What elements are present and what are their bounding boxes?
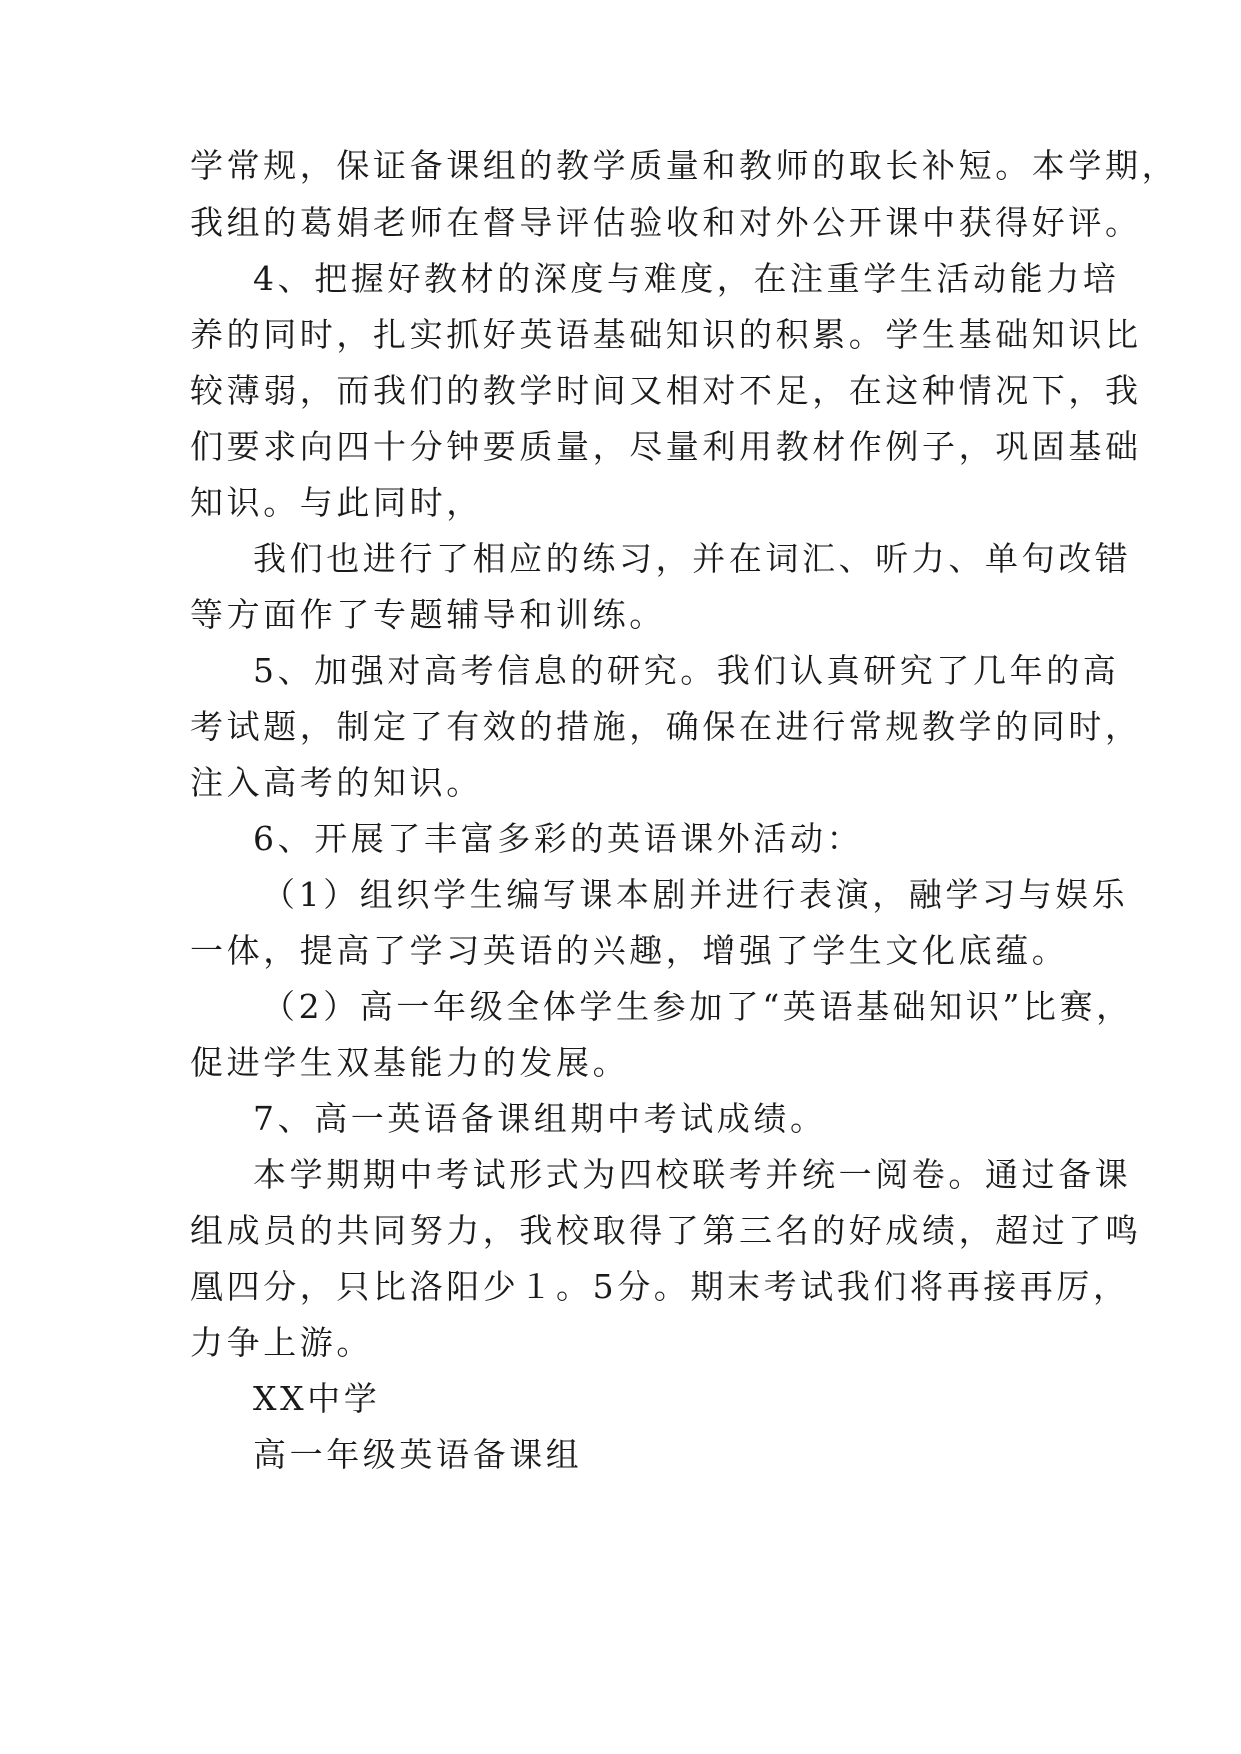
text-line: 学常规，保证备课组的教学质量和教师的取长补短。本学期， [190,146,1179,185]
text-line: 一体，提高了学习英语的兴趣，增强了学生文化底蕴。 [190,931,1069,970]
text-line: 等方面作了专题辅导和训练。 [190,595,666,634]
paragraph-4-start: 4、把握好教材的深度与难度，在注重学生活动能力培 [253,259,1120,298]
text-line: 我组的葛娟老师在督导评估验收和对外公开课中获得好评。 [190,203,1142,242]
text-line: 们要求向四十分钟要质量，尽量利用教材作例子，巩固基础 [190,427,1142,466]
text-line: 组成员的共同努力，我校取得了第三名的好成绩，超过了鸣 [190,1211,1142,1250]
group-signature: 高一年级英语备课组 [253,1435,583,1474]
text-line: 凰四分，只比洛阳少１。5分。期末考试我们将再接再厉， [190,1267,1130,1306]
text-line: 力争上游。 [190,1323,373,1362]
text-line: 促进学生双基能力的发展。 [190,1043,630,1082]
paragraph-start: 我们也进行了相应的练习，并在词汇、听力、单句改错 [253,539,1132,578]
paragraph-5-start: 5、加强对高考信息的研究。我们认真研究了几年的高 [253,651,1120,690]
school-signature: XX中学 [253,1379,381,1418]
text-line: 较薄弱，而我们的教学时间又相对不足，在这种情况下，我 [190,371,1142,410]
sub-item-2-start: （2）高一年级全体学生参加了“英语基础知识”比赛， [262,987,1133,1026]
text-line: 考试题，制定了有效的措施，确保在进行常规教学的同时， [190,707,1142,746]
paragraph-start: 本学期期中考试形式为四校联考并统一阅卷。通过备课 [253,1155,1132,1194]
text-line: 注入高考的知识。 [190,763,483,802]
paragraph-6-heading: 6、开展了丰富多彩的英语课外活动： [253,819,864,858]
text-line: 养的同时，扎实抓好英语基础知识的积累。学生基础知识比 [190,315,1142,354]
text-line: 知识。与此同时， [190,483,483,522]
sub-item-1-start: （1）组织学生编写课本剧并进行表演，融学习与娱乐 [262,875,1129,914]
paragraph-7-heading: 7、高一英语备课组期中考试成绩。 [253,1099,827,1138]
